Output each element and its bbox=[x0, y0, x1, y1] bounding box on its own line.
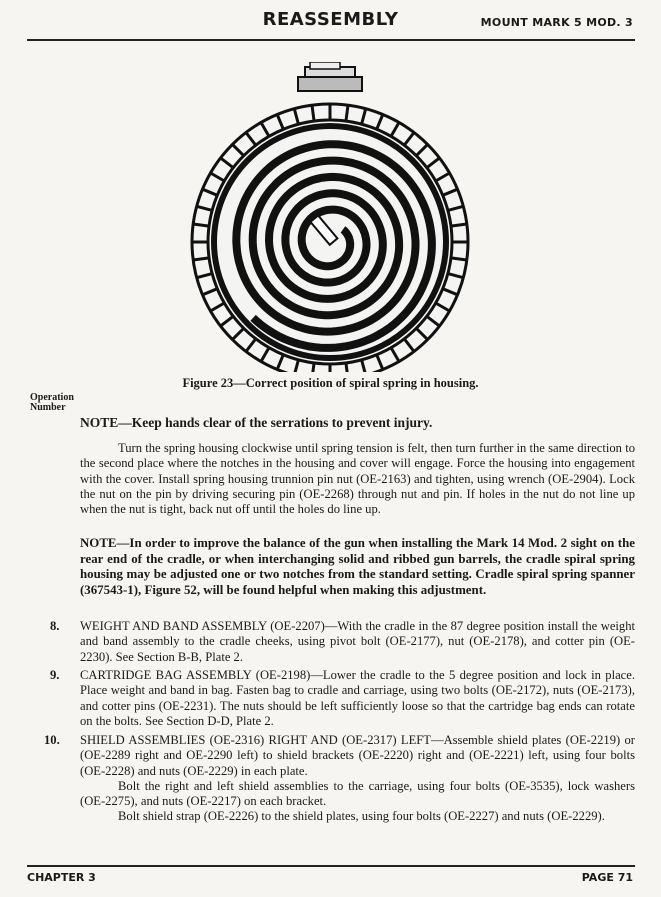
operation-item-8 bbox=[20, 619, 635, 665]
page-title: REASSEMBLY bbox=[262, 9, 399, 30]
operation-label-line: Operation bbox=[30, 392, 74, 403]
item-text: SHIELD ASSEMBLIES (OE-2316) RIGHT AND (OE-2317) LEFT—Assemble shield plates (OE-2219) or (OE-2289 right and OE-2290 left) to shield brackets (OE-2220) right and (OE-2221) left, using four bolts (OE-2228) and nuts (OE-2229) in each plate. bbox=[80, 733, 635, 778]
operation-label-line: Number bbox=[30, 402, 66, 413]
trunnion-base bbox=[298, 77, 362, 91]
housing-notch bbox=[451, 258, 467, 260]
trunnion-top bbox=[310, 62, 340, 69]
item-subparagraph: Bolt the right and left shield assemblies to the carriage, using four bolts (OE-3535), lock washers (OE-2275), and nuts (OE-2217) on each bracket. bbox=[80, 778, 635, 809]
operation-number-label bbox=[30, 393, 74, 413]
item-text: CARTRIDGE BAG ASSEMBLY (OE-2198)—Lower the cradle to the 5 degree position and lock in place. Place weight and band in bag. Fasten bag to cradle and carriage, using two bolts (OE-2172), nuts (OE-2173), and cotter pins (OE-2231). The nuts should be left sufficiently loose so that the cartridge bag ends can rotate on the bolts. See Section D-D, Plate 2. bbox=[80, 668, 635, 728]
paragraph: Turn the spring housing clockwise until spring tension is felt, then turn further in the same direction to the second place where the notches in the housing and cover will engage. Force the housing into engagement with the cover. Install spring housing trunnion pin nut (OE-2163) and tighten, using wrench (OE-2904). Lock the nut on the pin by driving securing pin (OE-2268) through nut and pin. If holes in the nut do not line up when the nut is tight, back nut off until the holes do line up. bbox=[80, 441, 635, 517]
item-subparagraph: Bolt shield strap (OE-2226) to the shield plates, using four bolts (OE-2227) and nuts (OE-2229). bbox=[118, 809, 605, 824]
footer-rule bbox=[27, 865, 635, 867]
housing-notch bbox=[312, 105, 314, 121]
chapter-label: CHAPTER 3 bbox=[27, 871, 96, 884]
housing-notch bbox=[451, 224, 467, 226]
item-text: WEIGHT AND BAND ASSEMBLY (OE-2207)—With the cradle in the 87 degree position install the weight and band assembly to the cradle cheeks, using pivot bolt (OE-2177), nut (OE-2178), and cotter pin (OE-2230). See Section B-B, Plate 2. bbox=[80, 619, 635, 664]
housing-notch bbox=[193, 258, 209, 260]
item-number: 8. bbox=[50, 619, 60, 633]
item-number: 10. bbox=[44, 733, 60, 747]
balance-note: NOTE—In order to improve the balance of the gun when installing the Mark 14 Mod. 2 sight on the rear end of the cradle, or when interchanging solid and ribbed gun barrels, the cradle spiral spring housing may be adjusted one or two notches from the standard setting. Cradle spiral spring spanner (367543-1), Figure 52, will be found helpful when making this adjustment. bbox=[80, 536, 635, 597]
figure-caption: Figure 23—Correct position of spiral spring in housing. bbox=[182, 376, 479, 390]
manual-subtitle: MOUNT MARK 5 MOD. 3 bbox=[480, 16, 633, 29]
safety-note: NOTE—Keep hands clear of the serrations to prevent injury. bbox=[80, 415, 433, 430]
housing-notch bbox=[193, 224, 209, 226]
housing-notch bbox=[346, 105, 348, 121]
header-rule bbox=[27, 39, 635, 41]
page-number: PAGE 71 bbox=[581, 871, 633, 884]
item-number: 9. bbox=[50, 668, 60, 682]
spiral-spring-figure bbox=[180, 62, 480, 372]
operation-item-9 bbox=[20, 668, 635, 729]
operation-item-10 bbox=[20, 733, 635, 825]
